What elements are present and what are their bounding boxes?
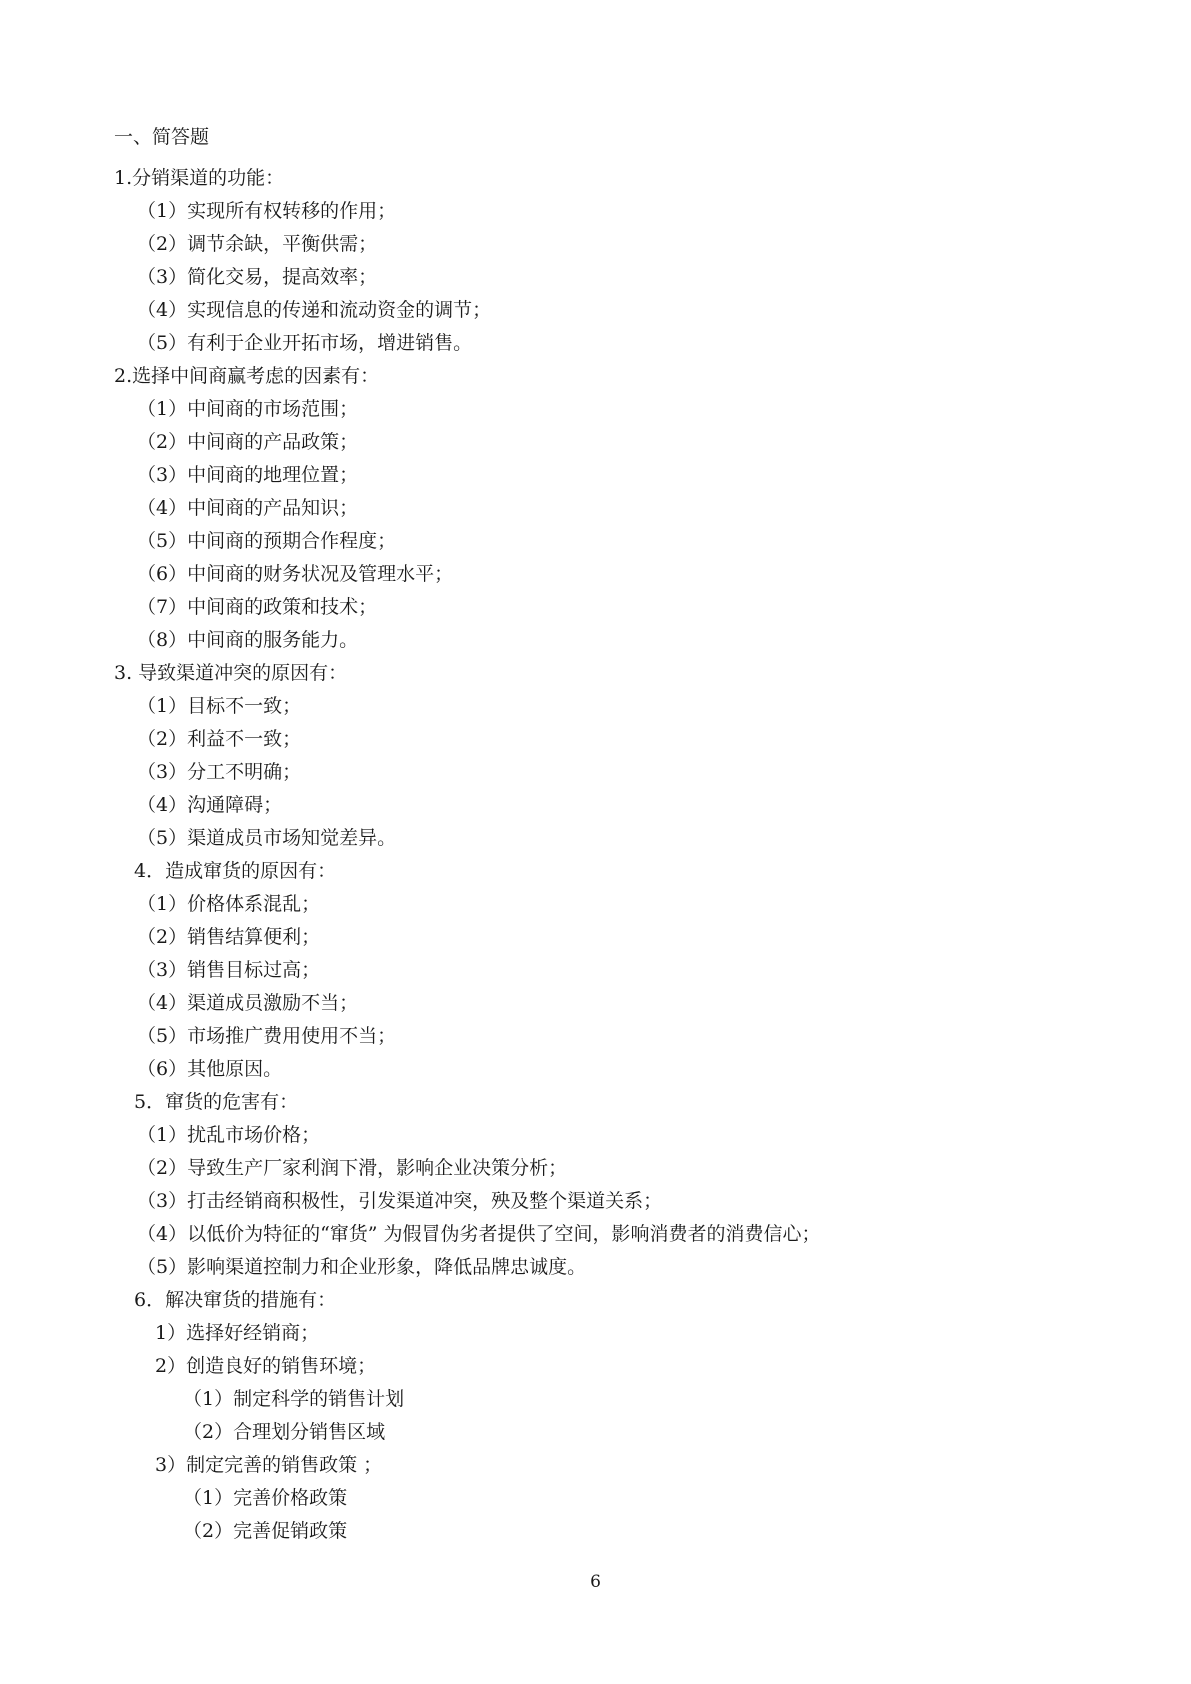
answer-item: （1）价格体系混乱；: [137, 893, 321, 915]
question-heading: 3. 导致渠道冲突的原因有：: [114, 662, 348, 684]
answer-item: （2）调节余缺，平衡供需；: [137, 233, 378, 255]
answer-item: （4）沟通障碍；: [137, 794, 283, 816]
answer-item: （2）导致生产厂家利润下滑，影响企业决策分析；: [137, 1157, 568, 1179]
measure-item: 3）制定完善的销售政策 ；: [155, 1454, 383, 1476]
answer-item: （3）销售目标过高；: [137, 959, 321, 981]
answer-item: （7）中间商的政策和技术；: [137, 596, 378, 618]
question-heading: 5．窜货的危害有：: [134, 1091, 299, 1113]
question-heading: 6．解决窜货的措施有：: [134, 1289, 337, 1311]
answer-item: （4）实现信息的传递和流动资金的调节；: [137, 299, 492, 321]
question-heading: 1.分销渠道的功能：: [114, 167, 285, 189]
answer-item: （1）扰乱市场价格；: [137, 1124, 321, 1146]
answer-item: （3）分工不明确；: [137, 761, 302, 783]
question-heading: 2.选择中间商赢考虑的因素有：: [114, 365, 380, 387]
answer-item: （1）中间商的市场范围；: [137, 398, 359, 420]
answer-item: （2）销售结算便利；: [137, 926, 321, 948]
answer-item: （5）中间商的预期合作程度；: [137, 530, 397, 552]
answer-item: （4）中间商的产品知识；: [137, 497, 359, 519]
measure-item: 1）选择好经销商；: [155, 1322, 320, 1344]
answer-item: （5）渠道成员市场知觉差异。: [137, 827, 397, 849]
answer-item: （1）目标不一致；: [137, 695, 302, 717]
answer-item: （4）渠道成员激励不当；: [137, 992, 359, 1014]
answer-item: （3）中间商的地理位置；: [137, 464, 359, 486]
answer-item: （5）有利于企业开拓市场，增进销售。: [137, 332, 473, 354]
sub-measure-item: （1）完善价格政策: [183, 1487, 348, 1509]
section-title: 一、简答题: [114, 126, 210, 148]
answer-item: （5）市场推广费用使用不当；: [137, 1025, 397, 1047]
answer-item: （6）中间商的财务状况及管理水平；: [137, 563, 454, 585]
answer-item: （1）实现所有权转移的作用；: [137, 200, 397, 222]
answer-item: （2）中间商的产品政策；: [137, 431, 359, 453]
page-number: 6: [590, 1572, 601, 1592]
answer-item: （3）打击经销商积极性，引发渠道冲突，殃及整个渠道关系；: [137, 1190, 663, 1212]
answer-item: （4）以低价为特征的“窜货” 为假冒伪劣者提供了空间，影响消费者的消费信心；: [137, 1223, 821, 1245]
question-heading: 4．造成窜货的原因有：: [134, 860, 337, 882]
answer-item: （8）中间商的服务能力。: [137, 629, 359, 651]
answer-item: （2）利益不一致；: [137, 728, 302, 750]
sub-measure-item: （2）合理划分销售区域: [183, 1421, 386, 1443]
measure-item: 2）创造良好的销售环境；: [155, 1355, 377, 1377]
answer-item: （3）简化交易，提高效率；: [137, 266, 378, 288]
answer-item: （6）其他原因。: [137, 1058, 283, 1080]
sub-measure-item: （1）制定科学的销售计划: [183, 1388, 405, 1410]
answer-body: [0, 162, 1191, 1548]
answer-item: （5）影响渠道控制力和企业形象，降低品牌忠诚度。: [137, 1256, 587, 1278]
sub-measure-item: （2）完善促销政策: [183, 1520, 348, 1542]
